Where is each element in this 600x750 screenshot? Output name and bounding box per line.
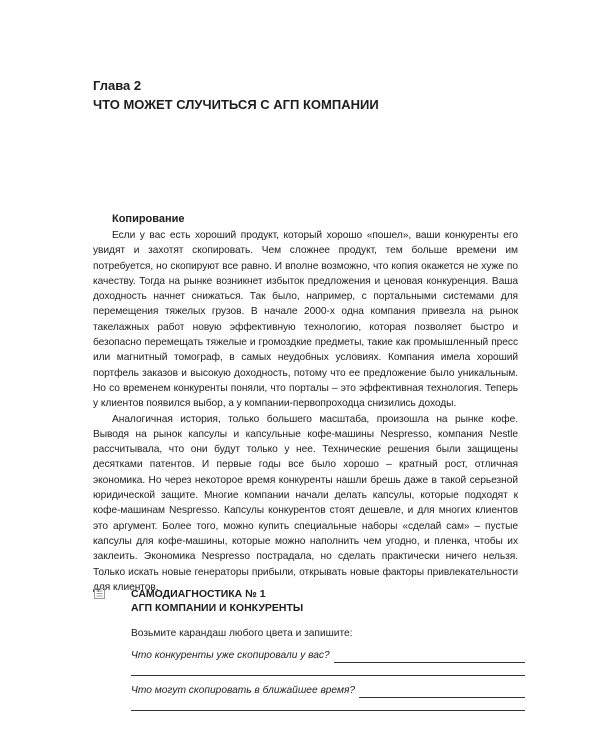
paragraph: Аналогичная история, только большего масштаба, произошла на рынке кофе. Выводя на рынок капсулы и капсульные кофе-машины Nespresso, компания Nestle рассчитывала, что они будут только у нее. Технические решения были защищены десятками патентов. И первые годы все было хорошо – кратный рост, отличная экономика. Но через некоторое время конкуренты нашли брешь даже в такой серьезной юридической защите. Многие компании начали делать капсулы, которые подходят к кофе-машинам Nespresso. Капсулы конкурентов стоят дешевле, и для многих клиентов это аргумент. Более того, можно купить специальные наборы «сделай сам» – пустые капсулы для кофе-машины, которые можно наполнить чем угодно, и пленка, чтобы их заклеить. Экономика Nespresso пострадала, но сделать практически ничего нельзя. Только искать новые генераторы прибыли, открывать новые факторы привлекательности для клиентов.: [93, 413, 518, 593]
self-diagnostic-instruction: Возьмите карандаш любого цвета и запишите:: [131, 628, 353, 639]
section-title: Копирование: [112, 213, 185, 225]
chapter-label: Глава 2: [93, 78, 142, 93]
chapter-header: [93, 77, 533, 113]
answer-line[interactable]: [334, 652, 525, 663]
self-diagnostic-subtitle: АГП КОМПАНИИ И КОНКУРЕНТЫ: [131, 602, 304, 614]
answer-line[interactable]: [131, 675, 525, 676]
answer-line[interactable]: [359, 687, 525, 698]
self-diagnostic-title: САМОДИАГНОСТИКА № 1: [131, 588, 266, 600]
answer-line[interactable]: [131, 710, 525, 711]
question-text: Что конкуренты уже скопировали у вас?: [131, 650, 330, 661]
checklist-icon: [94, 588, 105, 599]
question-line[interactable]: [131, 649, 525, 663]
question-line[interactable]: [131, 684, 525, 698]
self-diagnostic-box: [93, 587, 525, 711]
section-copying: [93, 212, 518, 595]
chapter-title: ЧТО МОЖЕТ СЛУЧИТЬСЯ С АГП КОМПАНИИ: [93, 97, 379, 112]
paragraph: Если у вас есть хороший продукт, который хорошо «пошел», ваши конкуренты его увидят и захотят скопировать. Чем сложнее продукт, тем больше времени им потребуется, но скопируют все равно. И вполне возможно, что копия окажется не хуже по качеству. Тогда на рынке возникнет избыток предложения и ценовая конкуренция. Ваша доходность начнет снижаться. Так было, например, с портальными системами для перемещения тяжелых грузов. В начале 2000-х одна компания привезла на рынок такелажных работ новую эффективную технологию, которая позволяет быстро и безопасно перемещать тяжелые и громоздкие предметы, такие как промышленный пресс или магнитный томограф, в самых неудобных условиях. Компания имела хороший портфель заказов и высокую доходность, потому что ее предложение было уникальным. Но со временем конкуренты поняли, что порталы – это эффективная технология. Теперь у клиентов появился выбор, а у компании-первопроходца снизились доходы.: [93, 230, 518, 410]
question-text: Что могут скопировать в ближайшее время?: [131, 685, 356, 696]
